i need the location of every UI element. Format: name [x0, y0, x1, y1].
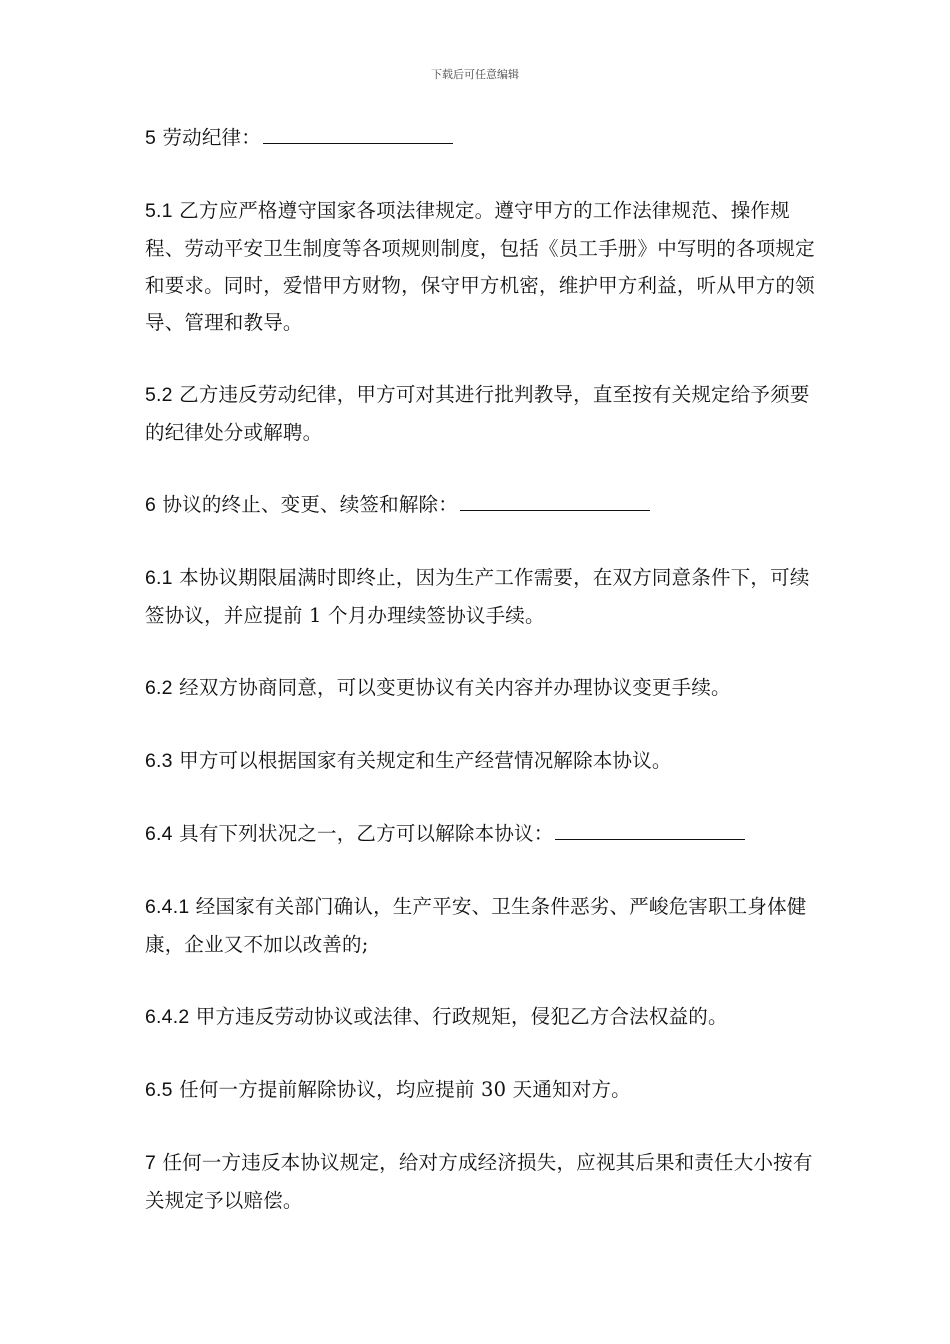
clause-6-3 — [145, 742, 815, 780]
clause-6-1 — [145, 559, 815, 634]
clause-6-4-2 — [145, 998, 815, 1036]
clause-number: 6.4.2 — [145, 1006, 190, 1028]
clause-6 — [145, 486, 815, 524]
clause-text: 具有下列状况之一，乙方可以解除本协议： — [179, 822, 554, 845]
clause-number: 6.5 — [145, 1079, 173, 1101]
clause-text: 乙方应严格遵守国家各项法律规定。遵守甲方的工作法律规范、操作规程、劳动平安卫生制度等各项规则制度，包括《员工手册》中写明的各项规定和要求。同时，爱惜甲方财物，保守甲方机密，维护甲方利益，听从甲方的领导、管理和教导。 — [145, 199, 815, 334]
document-body — [145, 119, 815, 1254]
clause-7 — [145, 1144, 815, 1219]
clause-6-4 — [145, 815, 815, 853]
clause-text: 任何一方提前解除协议，均应提前 30 天通知对方。 — [179, 1078, 631, 1101]
clause-6-4-1 — [145, 888, 815, 963]
clause-5-1 — [145, 192, 815, 341]
clause-number: 6.3 — [145, 750, 173, 772]
clause-number: 6.1 — [145, 567, 173, 589]
clause-number: 7 — [145, 1152, 157, 1174]
clause-number: 5.1 — [145, 200, 173, 222]
clause-number: 6 — [145, 494, 157, 516]
clause-5 — [145, 119, 815, 157]
clause-number: 6.4 — [145, 823, 173, 845]
clause-number: 5.2 — [145, 384, 173, 406]
clause-text: 本协议期限届满时即终止，因为生产工作需要，在双方同意条件下，可续签协议，并应提前 1 个月办理续签协议手续。 — [145, 566, 810, 627]
clause-number: 5 — [145, 127, 157, 149]
clause-text: 乙方违反劳动纪律，甲方可对其进行批判教导，直至按有关规定给予须要的纪律处分或解聘。 — [145, 383, 810, 444]
clause-text: 经双方协商同意，可以变更协议有关内容并办理协议变更手续。 — [179, 676, 731, 699]
clause-6-5 — [145, 1071, 815, 1109]
clause-5-2 — [145, 376, 815, 451]
fill-in-blank — [555, 817, 745, 840]
clause-number: 6.4.1 — [145, 896, 190, 918]
clause-text: 甲方可以根据国家有关规定和生产经营情况解除本协议。 — [179, 749, 672, 772]
clause-number: 6.2 — [145, 677, 173, 699]
clause-text: 甲方违反劳动协议或法律、行政规矩，侵犯乙方合法权益的。 — [195, 1005, 728, 1028]
clause-text: 经国家有关部门确认，生产平安、卫生条件恶劣、严峻危害职工身体健康，企业又不加以改善的; — [145, 895, 807, 956]
fill-in-blank — [263, 121, 453, 144]
page-header: 下载后可任意编辑 — [431, 68, 519, 81]
clause-text: 协议的终止、变更、续签和解除： — [162, 493, 458, 516]
clause-6-2 — [145, 669, 815, 707]
fill-in-blank — [460, 488, 650, 511]
clause-text: 劳动纪律： — [162, 126, 261, 149]
clause-text: 任何一方违反本协议规定，给对方成经济损失，应视其后果和责任大小按有关规定予以赔偿。 — [145, 1151, 813, 1212]
